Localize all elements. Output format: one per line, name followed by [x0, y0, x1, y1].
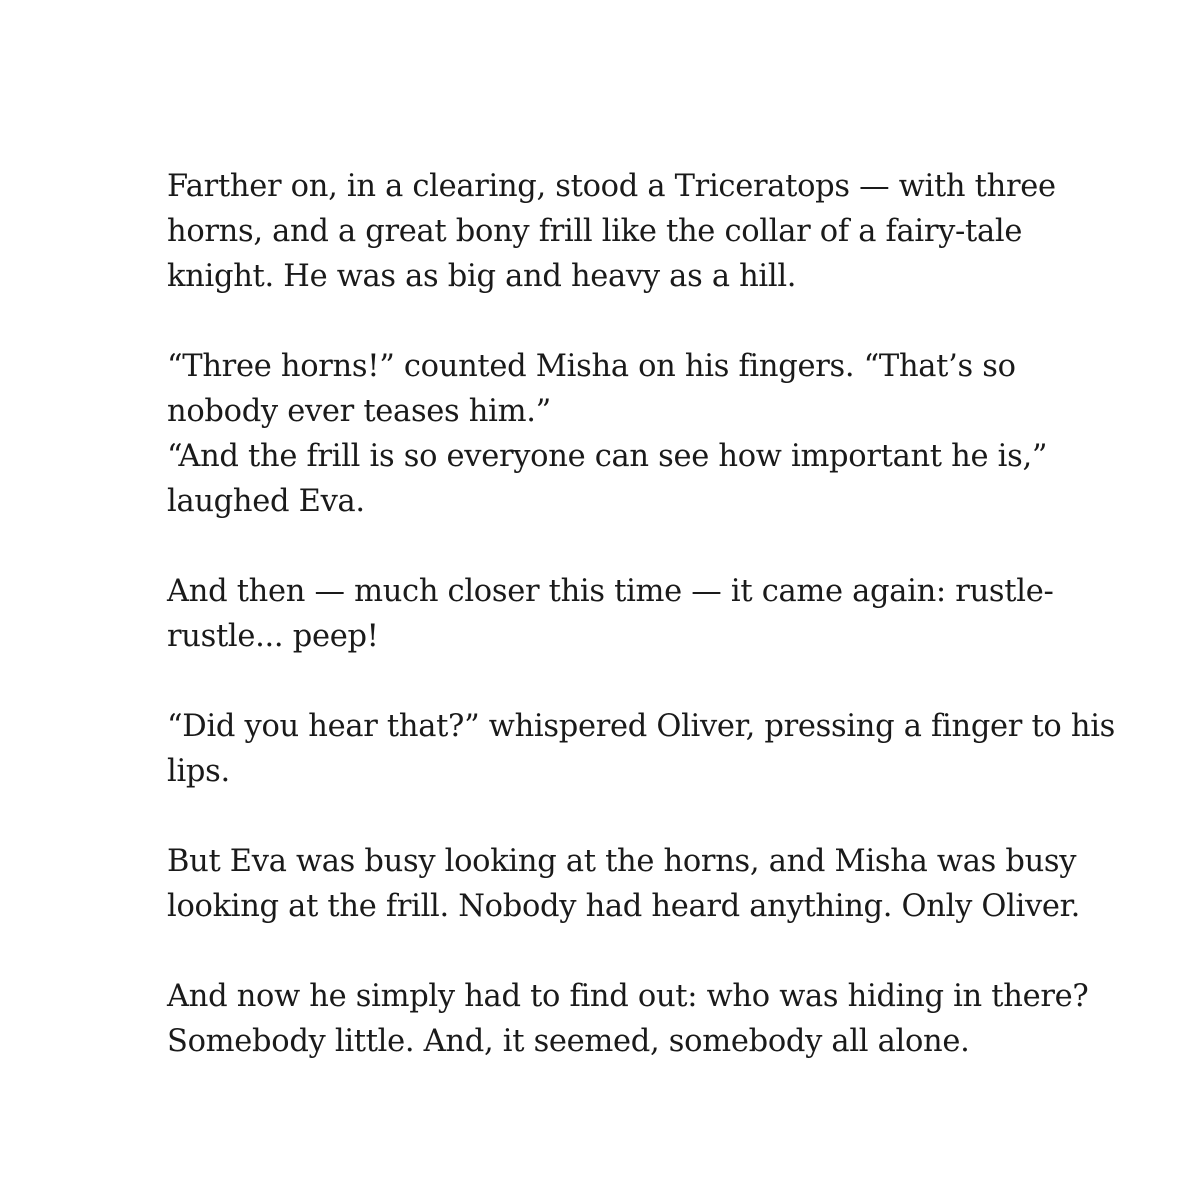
paragraph-gap: [167, 794, 1097, 839]
text-line: “Did you hear that?” whispered Oliver, pressing a finger to his: [167, 709, 1116, 744]
text-line: But Eva was busy looking at the horns, and Misha was busy: [167, 844, 1077, 879]
text-line: nobody ever teases him.”: [167, 394, 551, 429]
text-line: And then — much closer this time — it came again: rustle-: [167, 574, 1054, 609]
paragraph-gap: [167, 524, 1097, 569]
paragraph-rustle: [167, 569, 1097, 659]
text-line: And now he simply had to find out: who was hiding in there?: [167, 979, 1089, 1014]
paragraph-triceratops: [167, 164, 1097, 299]
paragraph-gap: [167, 659, 1097, 704]
text-line: “And the frill is so everyone can see how important he is,”: [167, 439, 1048, 474]
text-line: “Three horns!” counted Misha on his fingers. “That’s so: [167, 349, 1016, 384]
text-line: looking at the frill. Nobody had heard anything. Only Oliver.: [167, 889, 1081, 924]
text-line: Farther on, in a clearing, stood a Triceratops — with three: [167, 169, 1056, 204]
text-line: rustle... peep!: [167, 619, 379, 654]
story-text: [167, 164, 1116, 1064]
text-line: horns, and a great bony frill like the collar of a fairy-tale: [167, 214, 1023, 249]
paragraph-gap: [167, 299, 1097, 344]
paragraph-three-horns: [167, 344, 1097, 524]
paragraph-find-out: [167, 974, 1097, 1064]
text-line: knight. He was as big and heavy as a hill.: [167, 259, 797, 294]
text-line: lips.: [167, 754, 230, 789]
text-line: Somebody little. And, it seemed, somebody all alone.: [167, 1024, 970, 1059]
paragraph-did-you-hear: [167, 704, 1116, 794]
paragraph-busy-looking: [167, 839, 1097, 929]
paragraph-gap: [167, 929, 1097, 974]
text-line: laughed Eva.: [167, 484, 365, 519]
